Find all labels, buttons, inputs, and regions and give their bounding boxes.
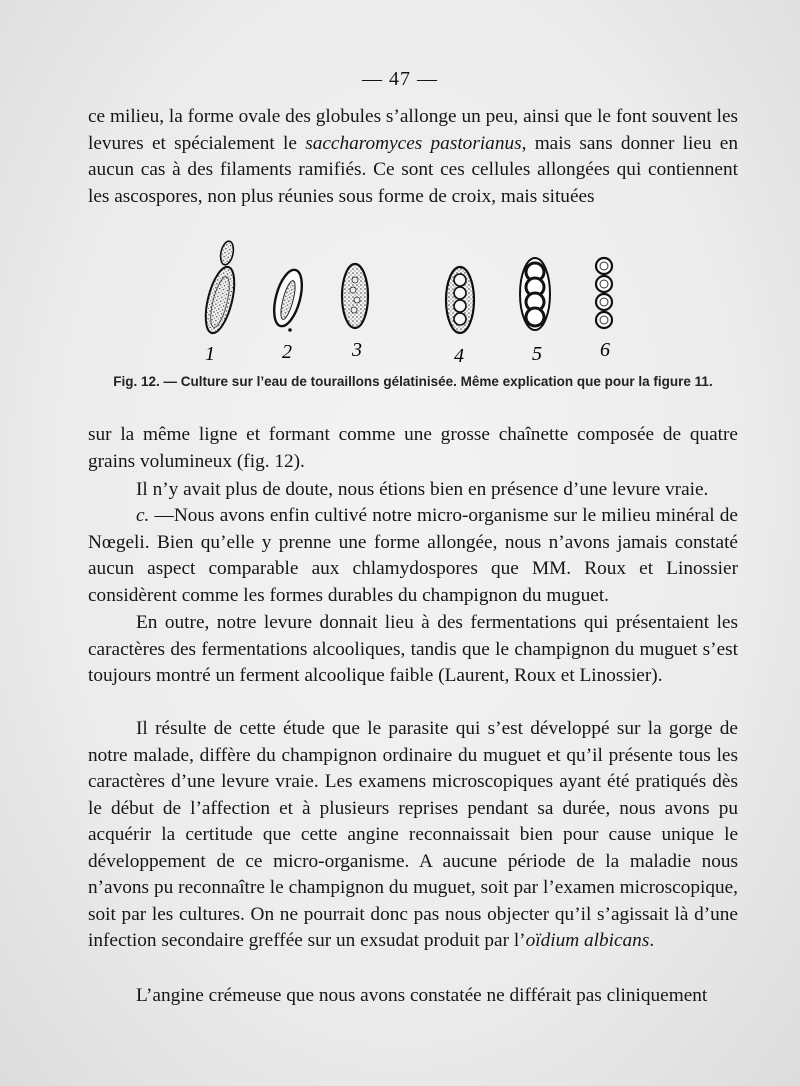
paragraph-4 — [88, 503, 738, 609]
yeast-cell-5 — [520, 258, 550, 330]
paragraph-3: Il n’y avait plus de doute, nous étions bien en présence d’une levure vraie. — [136, 479, 709, 500]
paragraph-5: En outre, notre levure donnait lieu à des fermentations qui présentaient les caractères des fermentations alcooliques, tandis que le champignon du muguet s’est toujours montré un ferment alcoolique faible (Laurent, Roux et Linossier). — [88, 612, 738, 686]
figure-label-5: 5 — [532, 343, 542, 365]
paragraph-6-text-a: Il résulte de cette étude que le parasite qui s’est développé sur la gorge de notre malade, diffère du champignon ordinaire du muguet et qu’il présente tous les caractères d’une levure vraie. Les examens microscopiques ayant été pratiqués dès le début de l’affection et à plusieurs reprises pendant sa durée, nous avons pu acquérir la certitude que cette angine reconnaissait bien pour cause unique le développement de ce micro-organisme. A aucune période de la maladie nous n’avons pu reconnaître le champignon du muguet, soit par l’examen microscopique, soit par les cultures. On ne pourrait donc pas nous objecter qu’il s’agissait là d’une infection secondaire greffée sur un exsudat produit par l’ — [88, 718, 738, 951]
paragraph-6 — [88, 716, 738, 955]
yeast-cell-1 — [200, 240, 240, 336]
paragraph-6-text-b: . — [649, 930, 655, 951]
paragraph-1-text-a: ce milieu, la forme ovale des globules s’allonge un peu, ainsi que le font souvent les levures et spécialement le — [88, 106, 738, 154]
species-name-oidium: oïdium albicans — [525, 930, 650, 951]
section-letter: c. — [136, 505, 150, 526]
paragraph-2: sur la même ligne et formant comme une grosse chaînette composée de quatre grains volumineux (fig. 12). — [88, 424, 738, 472]
species-name-saccharomyces: saccharomyces pastorianus — [305, 132, 522, 154]
paragraph-7: L’angine crémeuse que nous avons constatée ne différait pas cliniquement — [136, 985, 708, 1006]
figure-label-2: 2 — [282, 341, 292, 363]
yeast-cell-2 — [269, 267, 307, 332]
yeast-cell-4 — [446, 267, 474, 333]
figure-caption: Fig. 12. — Culture sur l’eau de touraillons gélatinisée. Même explication que pour la figure 11. — [113, 374, 713, 389]
paragraph-1 — [88, 104, 738, 210]
page-number: — 47 — — [362, 68, 438, 90]
yeast-cell-3 — [342, 264, 368, 328]
figure-label-4: 4 — [454, 345, 464, 367]
paragraph-1-text-b: , mais sans donner lieu en aucun cas à des filaments ramifiés. Ce sont ces cellules allongées qui contiennent les ascospores, non plus réunies sous forme de croix, mais situées — [88, 132, 739, 207]
yeast-cells-illustration — [180, 228, 660, 373]
paragraph-4-text: —Nous avons enfin cultivé notre micro-organisme sur le milieu minéral de Nœgeli. Bien qu’elle y prenne une forme allongée, nous n’avons jamais constaté aucun aspect comparable aux chlamydospores que MM. Roux et Linossier considèrent comme les formes durables du champignon du muguet. — [88, 505, 738, 606]
figure-label-1: 1 — [205, 343, 215, 365]
yeast-cell-6 — [596, 258, 612, 328]
figure-label-3: 3 — [352, 339, 362, 361]
figure-label-6: 6 — [600, 339, 610, 361]
figure-12-yeast-cells — [180, 228, 660, 373]
